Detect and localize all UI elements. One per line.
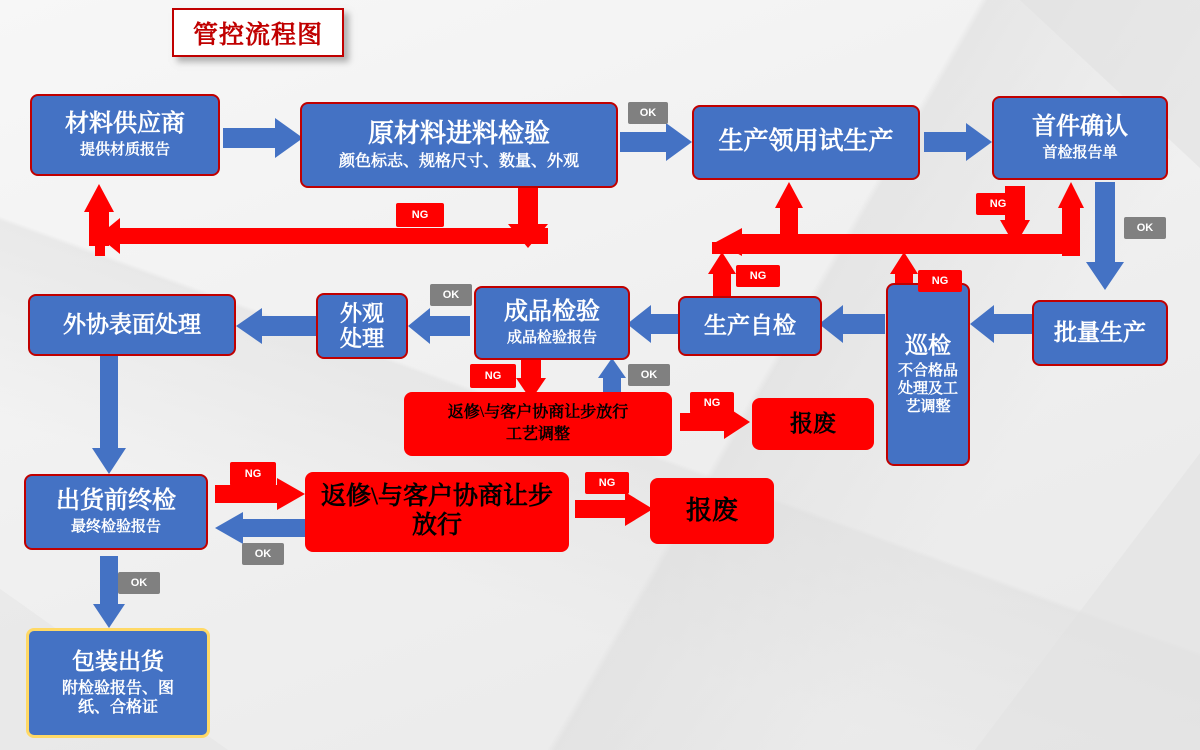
node-surface-treatment[interactable] — [316, 293, 408, 359]
node-rework-1-title: 返修\与客户协商让步放行 — [447, 403, 629, 421]
tag-label: OK — [442, 289, 460, 301]
node-patrol-inspection-title: 巡检 — [905, 332, 951, 358]
node-surface-treatment-title: 外观处理 — [339, 300, 384, 351]
node-packing-shipping-subtitle: 附检验报告、图纸、合格证 — [61, 679, 174, 716]
page-title — [172, 8, 344, 57]
tag-label: NG — [703, 397, 721, 409]
tag-ok-surface — [430, 284, 472, 306]
node-rework-2[interactable] — [305, 472, 569, 552]
arrow-mass-to-patrol — [970, 305, 1036, 343]
node-supplier-title: 材料供应商 — [65, 110, 185, 137]
tag-ok-first-article — [1124, 217, 1166, 239]
tag-ng-first-article — [976, 193, 1020, 215]
node-scrap-1-title: 报废 — [790, 410, 836, 436]
arrow-ng-rework2-to-scrap — [575, 492, 653, 526]
node-first-article[interactable] — [992, 96, 1168, 180]
node-incoming-inspection[interactable] — [300, 102, 618, 188]
node-first-article-title: 首件确认 — [1032, 113, 1128, 140]
arrow-supplier-to-incoming — [223, 118, 303, 158]
node-trial-production-title: 生产领用试生产 — [718, 128, 894, 156]
node-finished-inspection-title: 成品检验 — [504, 298, 600, 325]
tag-ng-finished — [470, 364, 516, 388]
node-supplier[interactable] — [30, 94, 220, 176]
node-finished-inspection-subtitle: 成品检验报告 — [506, 330, 597, 347]
node-final-inspection-subtitle: 最终检验报告 — [70, 519, 161, 536]
tag-label: NG — [989, 198, 1007, 210]
node-trial-production[interactable] — [692, 105, 920, 180]
node-patrol-inspection-subtitle: 不合格品处理及工艺调整 — [897, 363, 958, 416]
arrow-outsource-to-final-inspection — [92, 352, 126, 474]
tag-label: NG — [931, 275, 949, 287]
tag-label: OK — [130, 577, 148, 589]
tag-ng-rework1-scrap — [690, 392, 734, 414]
background-polygon — [950, 420, 1200, 750]
arrow-trial-to-first-article — [924, 123, 992, 161]
node-outsource-surface-title: 外协表面处理 — [63, 311, 201, 337]
node-outsource-surface[interactable] — [28, 294, 236, 356]
tag-ng-rework2-scrap — [585, 472, 629, 494]
tag-label: NG — [598, 477, 616, 489]
node-mass-production[interactable] — [1032, 300, 1168, 366]
arrow-ng-riser-first-article-right — [1058, 182, 1084, 256]
node-rework-1-subtitle: 工艺调整 — [505, 426, 570, 444]
arrow-surface-to-outsource — [236, 308, 318, 344]
node-final-inspection[interactable] — [24, 474, 208, 550]
page-title-text: 管控流程图 — [192, 21, 323, 49]
node-first-article-subtitle: 首检报告单 — [1042, 145, 1118, 162]
node-supplier-subtitle: 提供材质报告 — [79, 142, 170, 159]
node-scrap-2[interactable] — [650, 478, 774, 544]
tag-label: OK — [639, 107, 657, 119]
node-final-inspection-title: 出货前终检 — [56, 487, 176, 514]
node-incoming-inspection-subtitle: 颜色标志、规格尺寸、数量、外观 — [338, 152, 579, 170]
tag-label: NG — [749, 270, 767, 282]
tag-label: OK — [1136, 222, 1154, 234]
arrow-ok-rework2-to-final — [215, 512, 305, 544]
arrow-patrol-to-self-inspection — [819, 305, 885, 343]
node-rework-1[interactable] — [404, 392, 672, 456]
tag-ng-patrol — [918, 270, 962, 292]
arrow-ng-riser-to-trial — [775, 182, 803, 252]
tag-label: NG — [244, 468, 262, 480]
tag-ok-rework2-back — [242, 543, 284, 565]
arrow-incoming-to-trial — [620, 123, 692, 161]
node-patrol-inspection[interactable] — [886, 283, 970, 466]
tag-label: OK — [254, 548, 272, 560]
node-self-inspection[interactable] — [678, 296, 822, 356]
node-scrap-1[interactable] — [752, 398, 874, 450]
tag-ok-incoming-to-trial — [628, 102, 668, 124]
node-packing-shipping-title: 包装出货 — [72, 649, 164, 675]
node-packing-shipping[interactable] — [26, 628, 210, 738]
tag-ng-incoming — [396, 203, 444, 227]
arrow-ng-riser-to-supplier — [84, 184, 114, 246]
arrow-finished-to-surface — [408, 308, 470, 344]
tag-ng-final — [230, 462, 276, 486]
node-self-inspection-title: 生产自检 — [704, 312, 796, 338]
tag-ok-final-to-packing — [118, 572, 160, 594]
tag-label: NG — [411, 209, 429, 221]
tag-label: NG — [484, 370, 502, 382]
arrow-first-article-to-mass — [1086, 182, 1124, 290]
node-incoming-inspection-title: 原材料进料检验 — [367, 118, 550, 148]
node-rework-2-title: 返修\与客户协商让步放行 — [321, 483, 553, 539]
node-finished-inspection[interactable] — [474, 286, 630, 360]
tag-ng-self-inspection — [736, 265, 780, 287]
node-scrap-2-title: 报废 — [685, 496, 738, 526]
node-mass-production-title: 批量生产 — [1054, 319, 1146, 345]
arrow-ng-incoming-to-supplier — [78, 186, 548, 258]
tag-ok-finished — [628, 364, 670, 386]
tag-label: OK — [640, 369, 658, 381]
